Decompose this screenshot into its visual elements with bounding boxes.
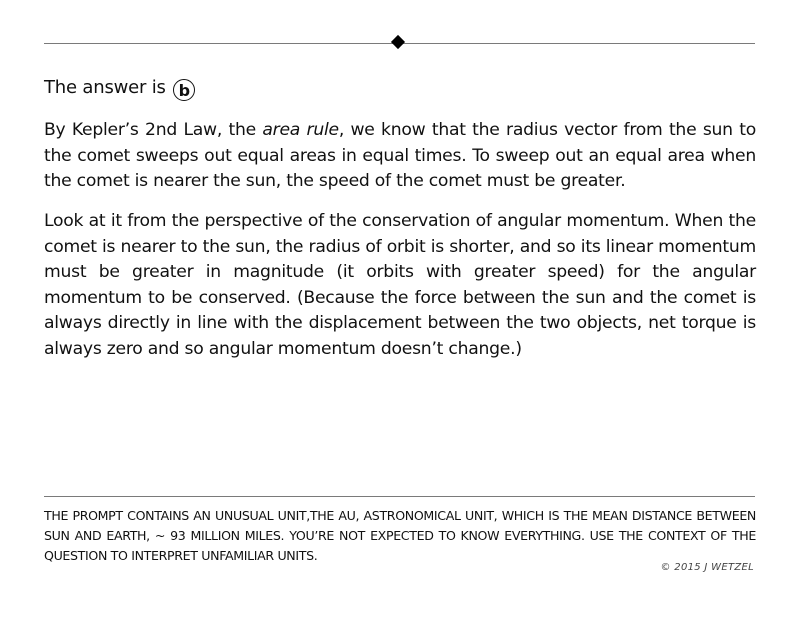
kepler-text-2: , we know that the radius vector from the sun to the comet sweeps out equal areas in equal times. To sweep out an equal area when the comet is nearer the sun, the speed of the comet must be greater.: [44, 120, 756, 191]
kepler-text-1: By Kepler’s 2nd Law, the: [44, 120, 263, 140]
answer-choice-badge: b: [173, 79, 195, 101]
area-rule-emphasis: area rule: [262, 120, 339, 140]
footnote-text: THE PROMPT CONTAINS AN UNUSUAL UNIT,THE AU, ASTRONOMICAL UNIT, WHICH IS THE MEAN DISTANCE BETWEEN SUN AND EARTH, ~ 93 MILLION MILES. YOU’RE NOT EXPECTED TO KNOW EVERYTHING. USE THE CONTEXT OF THE QUESTION TO INTERPRET UNFAMILIAR UNITS.: [44, 508, 756, 563]
answer-prefix: The answer is: [44, 77, 166, 98]
answer-line: [44, 76, 195, 101]
copyright-notice: © 2015 J WETZEL: [660, 562, 754, 573]
bottom-divider: [44, 496, 755, 497]
momentum-paragraph: Look at it from the perspective of the conservation of angular momentum. When the comet is nearer to the sun, the radius of orbit is shorter, and so its linear momentum must be greater in magnitude (it orbits with greater speed) for the angular momentum to be conserved. (Because the force between the sun and the comet is always directly in line with the displacement between the two objects, net torque is always zero and so angular momentum doesn’t change.): [44, 211, 756, 359]
diamond-ornament-icon: [391, 35, 405, 49]
kepler-paragraph: [44, 118, 756, 195]
